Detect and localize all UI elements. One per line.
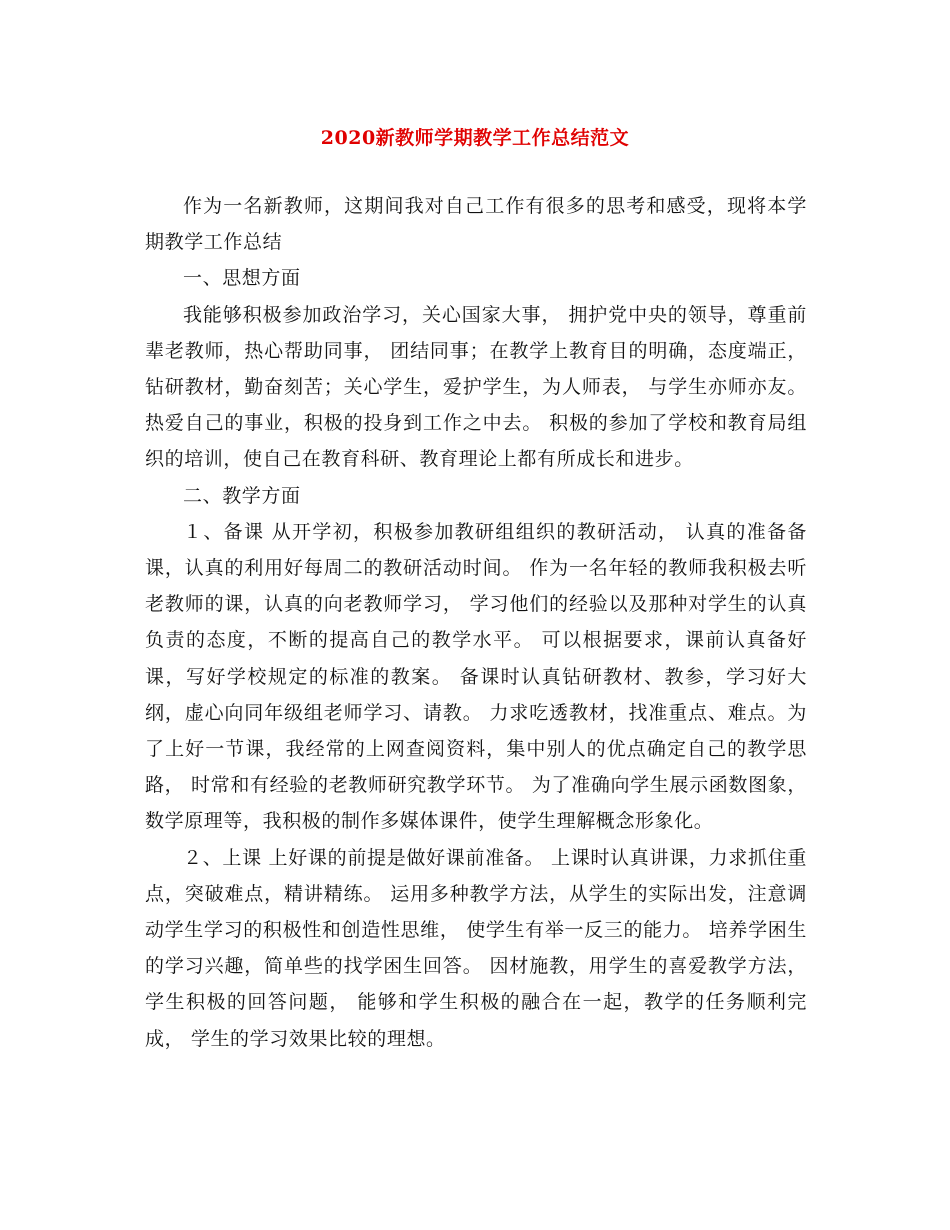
lesson-prep-paragraph: １、备课 从开学初，积极参加教研组组织的教研活动， 认真的准备备课，认真的利用好每周二的教研活动时间。 作为一名年轻的教师我积极去听老教师的课，认真的向老教师学习， 学习他们的经验以及那种对学生的认真负责的态度，不断的提高自己的教学水平。 可以根据要求，课前认真备好课，写好学校规定的标准的教案。 备课时认真钻研教材、教参，学习好大纲，虚心向同年级组老师学习、请教。 力求吃透教材，找准重点、难点。为了上好一节课，我经常的上网查阅资料，集中别人的优点确定自己的教学思路， 时常和有经验的老教师研究教学环节。 为了准确向学生展示函数图象，数学原理等，我积极的制作多媒体课件，使学生理解概念形象化。: [145, 520, 807, 833]
document-title: 2020新教师学期教学工作总结范文: [320, 127, 630, 149]
section-heading-thought: 一、思想方面: [183, 267, 301, 290]
section-heading-teaching: 二、教学方面: [183, 484, 301, 507]
thought-paragraph: 我能够积极参加政治学习，关心国家大事， 拥护党中央的领导，尊重前辈老教师，热心帮助同事， 团结同事；在教学上教育目的明确，态度端正， 钻研教材，勤奋刻苦；关心学生，爱护学生，为人师表， 与学生亦师亦友。 热爱自己的事业，积极的投身到工作之中去。 积极的参加了学校和教育局组织的培训，使自己在教育科研、教育理论上都有所成长和进步。: [145, 303, 807, 471]
intro-paragraph: 作为一名新教师，这期间我对自己工作有很多的思考和感受，现将本学期教学工作总结: [145, 195, 807, 254]
document-body: [145, 188, 807, 1057]
class-teaching-paragraph: ２、上课 上好课的前提是做好课前准备。 上课时认真讲课，力求抓住重点，突破难点，精讲精练。 运用多种教学方法，从学生的实际出发，注意调动学生学习的积极性和创造性思维， 使学生有举一反三的能力。 培养学困生的学习兴趣，简单些的找学困生回答。 因材施教，用学生的喜爱教学方法，学生积极的回答问题， 能够和学生积极的融合在一起，教学的任务顺利完成， 学生的学习效果比较的理想。: [145, 846, 807, 1050]
